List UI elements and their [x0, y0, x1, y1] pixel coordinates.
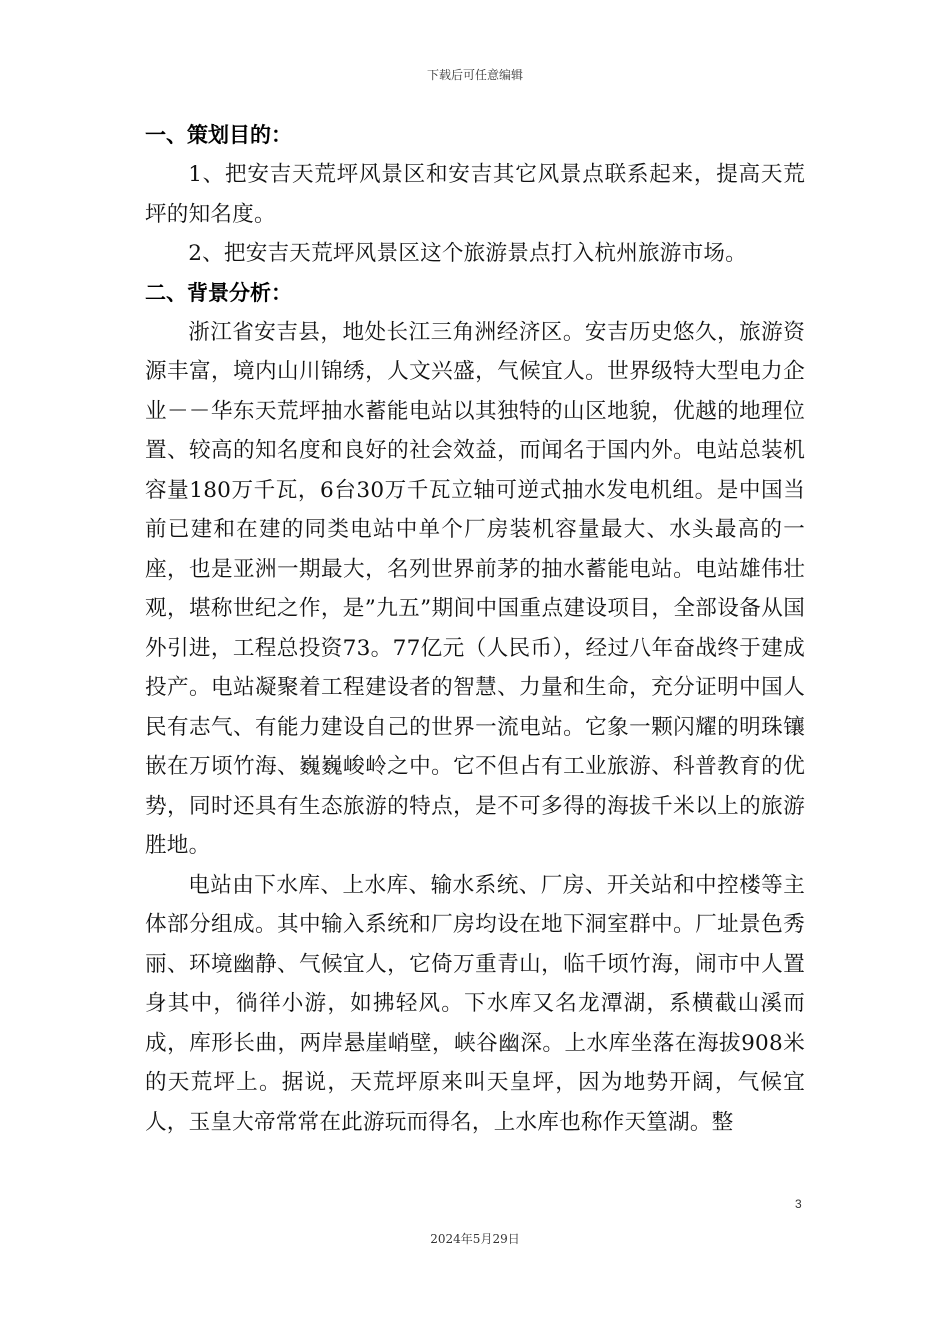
page-number: 3: [795, 1197, 802, 1211]
purpose-item-2: 2、把安吉天荒坪风景区这个旅游景点打入杭州旅游市场。: [188, 241, 747, 266]
section-heading-purpose: 一、策划目的：: [145, 123, 292, 147]
page-footer-date: 2024年5月29日: [430, 1232, 520, 1246]
section-heading-background: 二、背景分析：: [145, 280, 292, 305]
page-header: 下载后可任意编辑: [426, 68, 523, 82]
document-body: [145, 116, 805, 1142]
background-paragraph-2: 电站由下水库、上水库、输水系统、厂房、开关站和中控楼等主体部分组成。其中输入系统和厂房均设在地下洞室群中。厂址景色秀丽、环境幽静、气候宜人，它倚万重青山，临千顷竹海，闹市中人置身其中，徜徉小游，如拂轻风。下水库又名龙潭湖，系横截山溪而成，库形长曲，两岸悬崖峭壁，峡谷幽深。上水库坐落在海拔908米的天荒坪上。据说，天荒坪原来叫天皇坪，因为地势开阔，气候宜人，玉皇大帝常常在此游玩而得名，上水库也称作天篁湖。整: [145, 872, 805, 1135]
background-paragraph-1: 浙江省安吉县，地处长江三角洲经济区。安吉历史悠久，旅游资源丰富，境内山川锦绣，人文兴盛，气候宜人。世界级特大型电力企业－－华东天荒坪抽水蓄能电站以其独特的山区地貌，优越的地理位置、较高的知名度和良好的社会效益，而闻名于国内外。电站总装机容量180万千瓦，6台30万千瓦立轴可逆式抽水发电机组。是中国当前已建和在建的同类电站中单个厂房装机容量最大、水头最高的一座，也是亚洲一期最大，名列世界前茅的抽水蓄能电站。电站雄伟壮观，堪称世纪之作，是”九五”期间中国重点建设项目，全部设备从国外引进，工程总投资73。77亿元（人民币），经过八年奋战终于建成投产。电站凝聚着工程建设者的智慧、力量和生命，充分证明中国人民有志气、有能力建设自己的世界一流电站。它象一颗闪耀的明珠镶嵌在万顷竹海、巍巍峻岭之中。它不但占有工业旅游、科普教育的优势，同时还具有生态旅游的特点，是不可多得的海拔千米以上的旅游胜地。: [145, 319, 805, 858]
purpose-item-1: 1、把安吉天荒坪风景区和安吉其它风景点联系起来，提高天荒坪的知名度。: [145, 162, 805, 227]
